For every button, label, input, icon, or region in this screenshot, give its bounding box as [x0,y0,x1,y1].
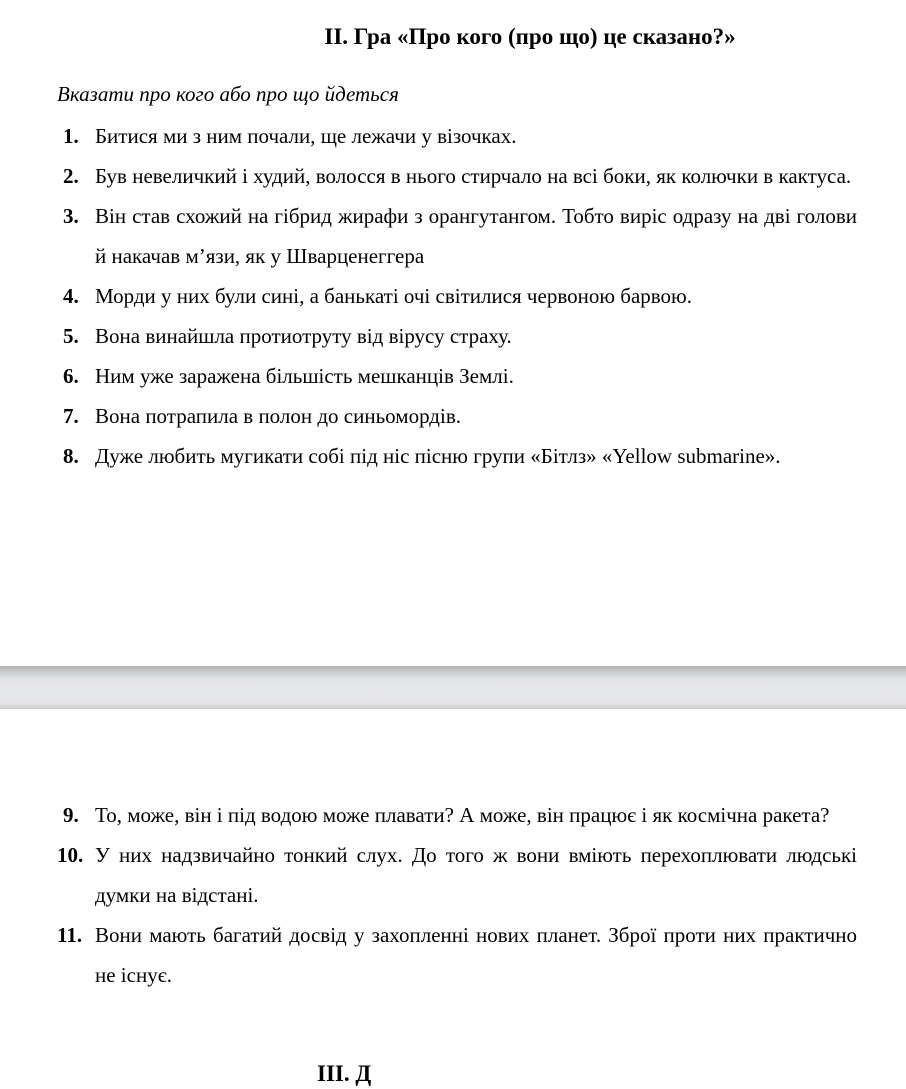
list-item [57,835,857,915]
item-text: Ним уже заражена більшість мешканців Землі. [95,364,514,388]
item-number: 5. [63,324,79,348]
item-text: То, може, він і під водою може плавати? А може, він працює і як космічна ракета? [95,803,830,827]
item-text: У них надзвичайно тонкий слух. До того ж вони вміють перехоплювати людські думки на відстані. [95,843,857,907]
item-number: 9. [63,803,79,827]
question-list-page1 [57,116,857,476]
list-item [57,795,857,835]
item-number: 11. [57,923,83,947]
item-text: Битися ми з ним почали, ще лежачи у візочках. [95,124,517,148]
instruction-line: Вказати про кого або про що йдеться [57,82,399,106]
item-number: 4. [63,284,79,308]
next-section-heading-fragment: ІІІ. Д [317,1061,372,1086]
item-number: 2. [63,164,79,188]
list-item [57,915,857,995]
item-text: Був невеличкий і худий, волосся в нього стирчало на всі боки, як колючки в кактуса. [95,164,852,188]
item-number: 8. [63,444,79,468]
item-number: 7. [63,404,79,428]
list-item [57,316,857,356]
page-break-separator [0,666,906,709]
item-text: Вона потрапила в полон до синьомордів. [95,404,461,428]
item-number: 6. [63,364,79,388]
item-text: Вони мають багатий досвід у захопленні нових планет. Зброї проти них практично не існує. [95,923,857,987]
item-text: Дуже любить мугикати собі під ніс пісню групи «Бітлз» «Yellow submarine». [95,444,781,468]
list-item [57,276,857,316]
list-item [57,156,857,196]
question-list-page2 [57,795,857,995]
list-item [57,436,857,476]
list-item [57,196,857,276]
list-item [57,356,857,396]
item-text: Він став схожий на гібрид жирафи з орангутангом. Тобто виріс одразу на дві голови й накачав м’язи, як у Шварценеггера [95,204,857,268]
item-number: 1. [63,124,79,148]
list-item [57,396,857,436]
item-text: Вона винайшла протиотруту від вірусу страху. [95,324,512,348]
section-title: ІІ. Гра «Про кого (про що) це сказано?» [324,24,736,49]
item-text: Морди у них були сині, а банькаті очі світилися червоною барвою. [95,284,692,308]
list-item [57,116,857,156]
item-number: 10. [57,843,84,867]
item-number: 3. [63,204,79,228]
